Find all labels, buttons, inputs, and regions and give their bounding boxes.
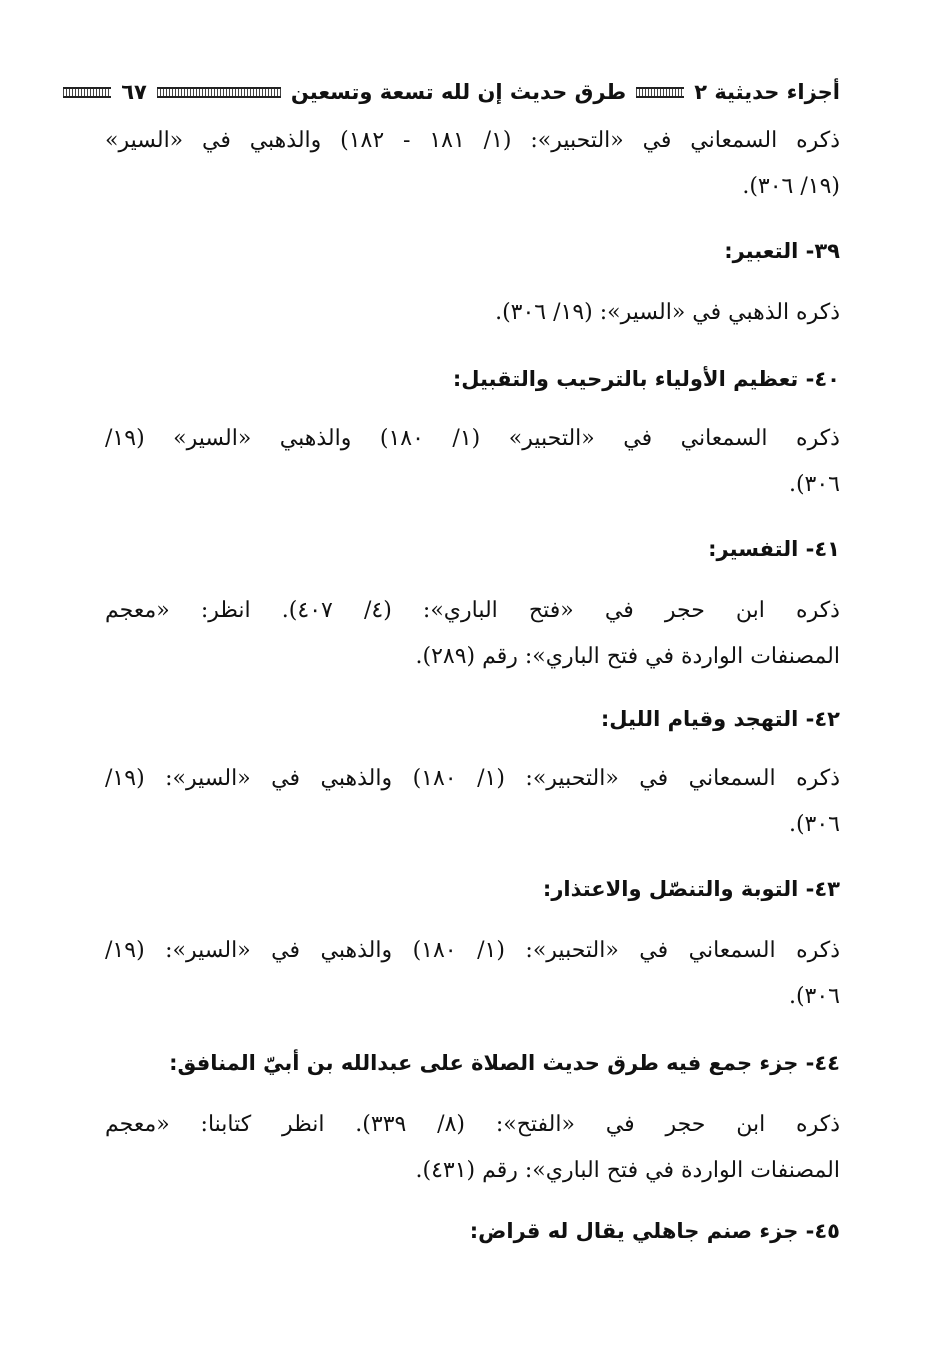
entry-paragraph	[105, 118, 840, 210]
paragraph-line: (١٩/ ٣٠٦).	[742, 174, 840, 199]
entry-heading: ٣٩- التعبير:	[724, 239, 840, 263]
header-ornament-rule	[157, 87, 281, 98]
paragraph-line: ٣٠٦).	[788, 984, 840, 1009]
entry-heading: ٤٥- جزء صنم جاهلي يقال له قراض:	[469, 1219, 840, 1243]
header-subtitle: طرق حديث إن لله تسعة وتسعين	[290, 80, 627, 104]
paragraph-line: ذكره ابن حجر في «فتح الباري»: (٤/ ٤٠٧). انظر: «معجم	[105, 598, 840, 623]
paragraph-line: ذكره السمعاني في «التحبير» (١/ ١٨٠) والذهبي «السير» (١٩/	[105, 426, 840, 451]
paragraph-line: ٣٠٦).	[788, 472, 840, 497]
paragraph-line: ذكره الذهبي في «السير»: (١٩/ ٣٠٦).	[495, 300, 840, 325]
entry-paragraph	[105, 1102, 840, 1194]
paragraph-line: المصنفات الواردة في فتح الباري»: رقم (٢٨٩).	[415, 644, 840, 669]
header-ornament-rule	[63, 87, 111, 98]
paragraph-line: ذكره السمعاني في «التحبير»: (١/ ١٨٠) والذهبي في «السير»: (١٩/	[105, 938, 841, 963]
entry-heading: ٤١- التفسير:	[708, 537, 840, 561]
entry-paragraph	[105, 928, 840, 1020]
page-number: ٦٧	[121, 80, 147, 104]
running-header	[100, 70, 840, 114]
entry-paragraph	[105, 588, 840, 680]
entry-heading: ٤٤- جزء جمع فيه طرق حديث الصلاة على عبدالله بن أبيّ المنافق:	[169, 1051, 840, 1075]
entry-paragraph	[105, 290, 840, 336]
entry-paragraph	[105, 756, 840, 848]
paragraph-line: ذكره ابن حجر في «الفتح»: (٨/ ٣٣٩). انظر كتابنا: «معجم	[105, 1112, 840, 1137]
header-ornament-rule	[636, 87, 684, 98]
paragraph-line: المصنفات الواردة في فتح الباري»: رقم (٤٣١).	[415, 1158, 840, 1183]
paragraph-line: ذكره السمعاني في «التحبير»: (١/ ١٨١ - ١٨٢) والذهبي في «السير»	[105, 128, 841, 153]
entry-paragraph	[105, 416, 840, 508]
paragraph-line: ٣٠٦).	[788, 812, 840, 837]
entry-heading: ٤٠- تعظيم الأولياء بالترحيب والتقبيل:	[452, 367, 840, 391]
entry-heading: ٤٣- التوبة والتنصّل والاعتذار:	[542, 877, 840, 901]
entry-heading: ٤٢- التهجد وقيام الليل:	[600, 707, 840, 731]
paragraph-line: ذكره السمعاني في «التحبير»: (١/ ١٨٠) والذهبي في «السير»: (١٩/	[105, 766, 841, 791]
header-title: أجزاء حديثية ٢	[694, 80, 840, 104]
